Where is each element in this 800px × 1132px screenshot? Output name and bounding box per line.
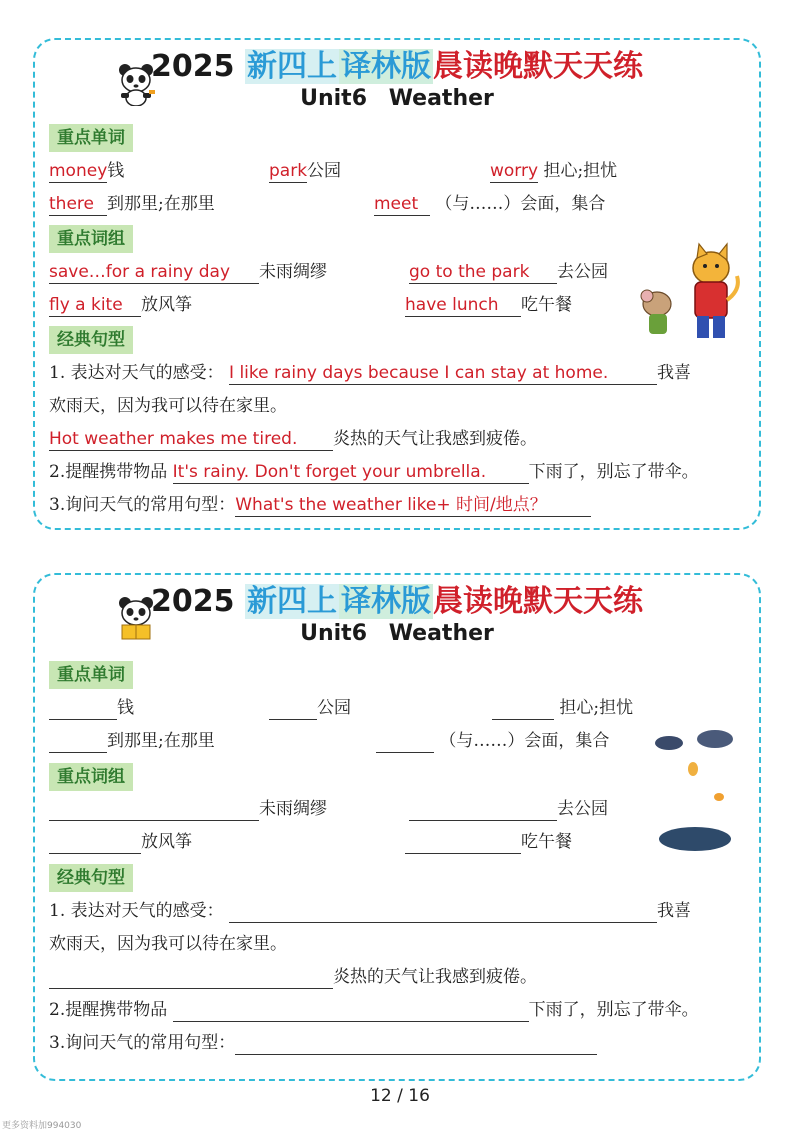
answer-blank[interactable]: [49, 800, 259, 821]
word-meaning: 公园: [317, 698, 351, 718]
unit-name: Weather: [388, 621, 494, 646]
unit-number: Unit6: [300, 86, 368, 111]
word-row: [49, 729, 215, 753]
sentence-row: [49, 932, 287, 956]
word-meaning: 公园: [307, 161, 342, 181]
section-phrases-label: 重点词组: [49, 225, 133, 253]
sentence-row: [49, 493, 591, 517]
phrase-meaning: 放风筝: [141, 832, 192, 852]
word-meaning: 担心;担忧: [559, 698, 634, 718]
title-practice: 晨读晚默天天练: [432, 49, 643, 84]
footer-note: 更多资料加994030: [2, 1121, 82, 1131]
answer-blank[interactable]: [229, 902, 657, 923]
word-meaning: 钱: [117, 698, 134, 718]
phrase-row: [405, 293, 572, 317]
word-row: [490, 159, 617, 183]
phrase-meaning: 吃午餐: [521, 295, 572, 315]
word-meaning: 钱: [107, 161, 125, 181]
sentence-meaning: 炎热的天气让我感到疲倦。: [333, 967, 537, 987]
word-answer: money: [49, 161, 108, 181]
phrase-meaning: 未雨绸缪: [259, 262, 327, 282]
word-row: [269, 159, 341, 183]
sentence-answer: I like rainy days because I can stay at home.: [229, 362, 657, 385]
word-row: [269, 696, 351, 720]
phrase-row: [49, 293, 192, 317]
sentence-meaning: 我喜: [657, 363, 692, 383]
worksheet-card-blank: [33, 573, 761, 1081]
sentence-answer: What's the weather like+ 时间/地点？: [235, 494, 591, 517]
phrase-meaning: 未雨绸缪: [259, 799, 327, 819]
sentence-row: [49, 1031, 597, 1055]
page-title: [35, 583, 759, 621]
phrase-meaning: 放风筝: [141, 295, 192, 315]
word-answer: there: [49, 193, 107, 216]
sentence-answer: It's rainy. Don't forget your umbrella.: [173, 461, 529, 484]
sentence-row: [49, 361, 691, 385]
sentence-meaning: 欢雨天，因为我可以待在家里。: [49, 934, 287, 954]
word-row: [492, 696, 633, 720]
answer-blank[interactable]: [49, 699, 117, 720]
unit-number: Unit6: [300, 621, 368, 646]
title-grade: 新四上: [246, 49, 337, 84]
sentence-prompt: 1. 表达对天气的感受：: [49, 363, 224, 383]
word-meaning: 担心;担忧: [543, 161, 618, 181]
sentence-prompt: 2.提醒携带物品: [49, 462, 168, 482]
cat-and-mouse-illustration: [633, 240, 743, 350]
section-sentences-label: 经典句型: [49, 326, 133, 354]
answer-blank[interactable]: [376, 732, 434, 753]
word-meaning: 到那里;在那里: [107, 194, 215, 214]
sentence-prompt: 1. 表达对天气的感受：: [49, 901, 224, 921]
title-edition: 译林版: [340, 584, 431, 619]
answer-blank[interactable]: [173, 1001, 529, 1022]
answer-blank[interactable]: [405, 833, 521, 854]
word-row: [49, 192, 215, 216]
answer-blank[interactable]: [269, 699, 317, 720]
worksheet-card-answers: [33, 38, 761, 530]
phrase-answer: save…for a rainy day: [49, 261, 259, 284]
sentence-meaning: 炎热的天气让我感到疲倦。: [333, 429, 537, 449]
phrase-meaning: 去公园: [557, 262, 608, 282]
phrase-meaning: 吃午餐: [521, 832, 572, 852]
page-title: [35, 48, 759, 86]
section-sentences-label: 经典句型: [49, 864, 133, 892]
phrase-row: [49, 260, 327, 284]
title-year: 2025: [151, 49, 235, 84]
phrase-row: [49, 797, 327, 821]
sentence-row: [49, 394, 287, 418]
sentence-row: [49, 427, 537, 451]
sentence-meaning: 我喜: [657, 901, 692, 921]
answer-blank[interactable]: [49, 732, 107, 753]
phrase-answer: have lunch: [405, 294, 521, 317]
phrase-answer: go to the park: [409, 261, 557, 284]
sentence-meaning: 下雨了，别忘了带伞。: [528, 462, 699, 482]
word-answer: meet: [374, 193, 430, 216]
answer-blank[interactable]: [49, 968, 333, 989]
sentence-prompt: 3.询问天气的常用句型：: [49, 1033, 236, 1053]
title-year: 2025: [151, 584, 235, 619]
word-row: [49, 159, 124, 183]
word-row: [376, 729, 609, 753]
section-words-label: 重点单词: [49, 661, 133, 689]
sentence-meaning: 欢雨天，因为我可以待在家里。: [49, 396, 287, 416]
phrase-row: [409, 797, 608, 821]
unit-name: Weather: [388, 86, 494, 111]
weather-clouds-illustration: [649, 725, 739, 875]
unit-title: [35, 621, 759, 646]
answer-blank[interactable]: [492, 699, 554, 720]
word-answer: worry: [490, 161, 539, 181]
word-answer: park: [269, 161, 308, 181]
word-meaning: 到那里;在那里: [107, 731, 215, 751]
answer-blank[interactable]: [409, 800, 557, 821]
sentence-meaning: 下雨了，别忘了带伞。: [528, 1000, 699, 1020]
sentence-prompt: 2.提醒携带物品: [49, 1000, 168, 1020]
phrase-row: [409, 260, 608, 284]
title-practice: 晨读晚默天天练: [432, 584, 643, 619]
title-edition: 译林版: [340, 49, 431, 84]
sentence-answer: Hot weather makes me tired.: [49, 428, 333, 451]
word-meaning: （与……）会面，集合: [435, 194, 606, 214]
sentence-row: [49, 998, 699, 1022]
answer-blank[interactable]: [235, 1034, 597, 1055]
sentence-row: [49, 899, 691, 923]
title-grade: 新四上: [246, 584, 337, 619]
page-number: 12 / 16: [370, 1086, 430, 1106]
word-row: [374, 192, 605, 216]
phrase-meaning: 去公园: [557, 799, 608, 819]
phrase-row: [405, 830, 572, 854]
phrase-row: [49, 830, 192, 854]
sentence-row: [49, 965, 537, 989]
word-row: [49, 696, 134, 720]
answer-blank[interactable]: [49, 833, 141, 854]
unit-title: [35, 86, 759, 111]
section-words-label: 重点单词: [49, 124, 133, 152]
word-meaning: （与……）会面，集合: [439, 731, 610, 751]
section-phrases-label: 重点词组: [49, 763, 133, 791]
sentence-row: [49, 460, 699, 484]
sentence-prompt: 3.询问天气的常用句型：: [49, 495, 236, 515]
phrase-answer: fly a kite: [49, 294, 141, 317]
